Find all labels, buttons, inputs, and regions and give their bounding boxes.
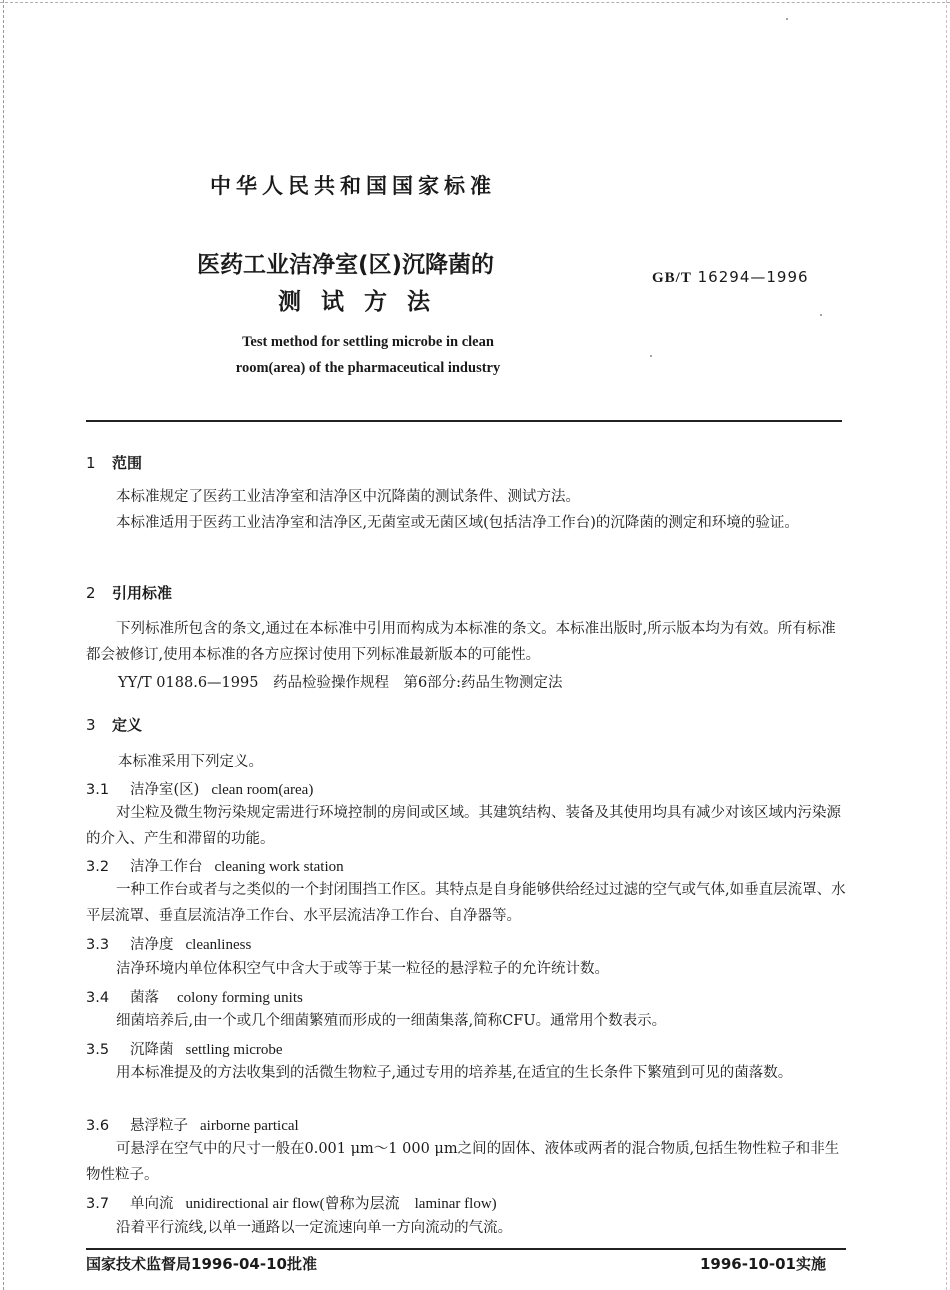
definition-3-2-heading (86, 855, 344, 876)
definition-3-5-heading (86, 1038, 283, 1059)
section-title: 引用标准 (112, 584, 173, 602)
definition-3-4-heading (86, 986, 303, 1007)
definition-3-3-heading (86, 933, 251, 954)
definition-3-6-heading (86, 1114, 299, 1135)
definition-term-en: cleanliness (185, 937, 252, 953)
scan-speck (820, 314, 822, 316)
footer-divider (86, 1248, 846, 1250)
definition-term: 菌落 (130, 990, 159, 1006)
implementation-date: 1996-10-01实施 (700, 1255, 826, 1273)
definition-term-en: airborne partical (200, 1118, 299, 1134)
definition-3-1-heading (86, 778, 313, 799)
section-3-heading (86, 714, 142, 735)
definition-number: 3.7 (86, 1196, 110, 1212)
section-number: 3 (86, 716, 96, 734)
definition-3-7-description: 沿着平行流线,以单一通路以一定流速向单一方向流动的气流。 (116, 1220, 513, 1236)
approval-date: 国家技术监督局1996-04-10批准 (86, 1255, 317, 1273)
scan-speck (786, 18, 788, 20)
definition-number: 3.3 (86, 937, 110, 953)
national-standard-heading: 中华人民共和国国家标准 (210, 174, 496, 198)
section-3-intro: 本标准采用下列定义。 (118, 754, 263, 770)
scan-edge-top (0, 2, 950, 4)
definition-term-en: unidirectional air flow(曾称为层流 laminar flow) (185, 1196, 497, 1212)
scan-edge-right (946, 0, 948, 1290)
definition-3-4-description: 细菌培养后,由一个或几个细菌繁殖而形成的一细菌集落,简称CFU。通常用个数表示。 (116, 1013, 667, 1029)
definition-number: 3.5 (86, 1042, 110, 1058)
section-number: 2 (86, 584, 96, 602)
section-title: 范围 (112, 454, 143, 472)
definition-term: 洁净工作台 (130, 859, 203, 875)
definition-3-5-description: 用本标准提及的方法收集到的活微生物粒子,通过专用的培养基,在适宜的生长条件下繁殖到可见的菌落数。 (116, 1065, 793, 1081)
section-title: 定义 (112, 716, 143, 734)
document-title-en-line1: Test method for settling microbe in clean (242, 334, 494, 350)
document-title-cn-line1: 医药工业洁净室(区)沉降菌的 (197, 252, 495, 278)
definition-number: 3.4 (86, 990, 110, 1006)
definition-number: 3.6 (86, 1118, 110, 1134)
definition-term-en: settling microbe (185, 1042, 283, 1058)
definition-term: 单向流 (130, 1196, 174, 1212)
scan-edge-left (3, 0, 5, 1290)
section-1-heading (86, 452, 142, 473)
section-2-paragraph-1: 下列标准所包含的条文,通过在本标准中引用而构成为本标准的条文。本标准出版时,所示版本均为有效。所有标准都会被修订,使用本标准的各方应探讨使用下列标准最新版本的可能性。 (86, 621, 836, 663)
definition-term: 洁净度 (130, 937, 174, 953)
definition-term: 沉降菌 (130, 1042, 174, 1058)
definition-term-en: colony forming units (177, 990, 303, 1006)
referenced-standard: YY/T 0188.6—1995 药品检验操作规程 第6部分:药品生物测定法 (118, 675, 563, 691)
definition-term: 悬浮粒子 (130, 1118, 188, 1134)
definition-term-en: clean room(area) (211, 782, 314, 798)
definition-3-2-description: 一种工作台或者与之类似的一个封闭围挡工作区。其特点是自身能够供给经过过滤的空气或气体,如垂直层流罩、水平层流罩、垂直层流洁净工作台、水平层流洁净工作台、自净器等。 (86, 882, 846, 924)
document-title-en-line2: room(area) of the pharmaceutical industry (235, 360, 501, 376)
definition-term: 洁净室(区) (130, 782, 200, 798)
definition-number: 3.1 (86, 782, 110, 798)
definition-term-en: cleaning work station (214, 859, 344, 875)
section-number: 1 (86, 454, 96, 472)
section-2-heading (86, 582, 172, 603)
scan-speck (650, 355, 652, 357)
definition-number: 3.2 (86, 859, 110, 875)
standard-code (652, 268, 809, 287)
standard-code-prefix: GB/T (652, 270, 692, 286)
standard-code-number: 16294—1996 (697, 268, 809, 286)
definition-3-3-description: 洁净环境内单位体积空气中含大于或等于某一粒径的悬浮粒子的允许统计数。 (116, 961, 609, 977)
section-1-paragraph-1: 本标准规定了医药工业洁净室和洁净区中沉降菌的测试条件、测试方法。 (116, 489, 580, 505)
definition-3-1-description: 对尘粒及微生物污染规定需进行环境控制的房间或区域。其建筑结构、装备及其使用均具有减少对该区域内污染源的介入、产生和滞留的功能。 (86, 805, 841, 847)
header-divider (86, 420, 842, 422)
definition-3-6-description: 可悬浮在空气中的尺寸一般在0.001 μm～1 000 μm之间的固体、液体或两者的混合物质,包括生物性粒子和非生物性粒子。 (86, 1141, 840, 1183)
document-title-cn-line2: 测试方法 (278, 289, 450, 315)
section-1-paragraph-2: 本标准适用于医药工业洁净室和洁净区,无菌室或无菌区域(包括洁净工作台)的沉降菌的测定和环境的验证。 (116, 515, 799, 531)
definition-3-7-heading (86, 1192, 497, 1213)
